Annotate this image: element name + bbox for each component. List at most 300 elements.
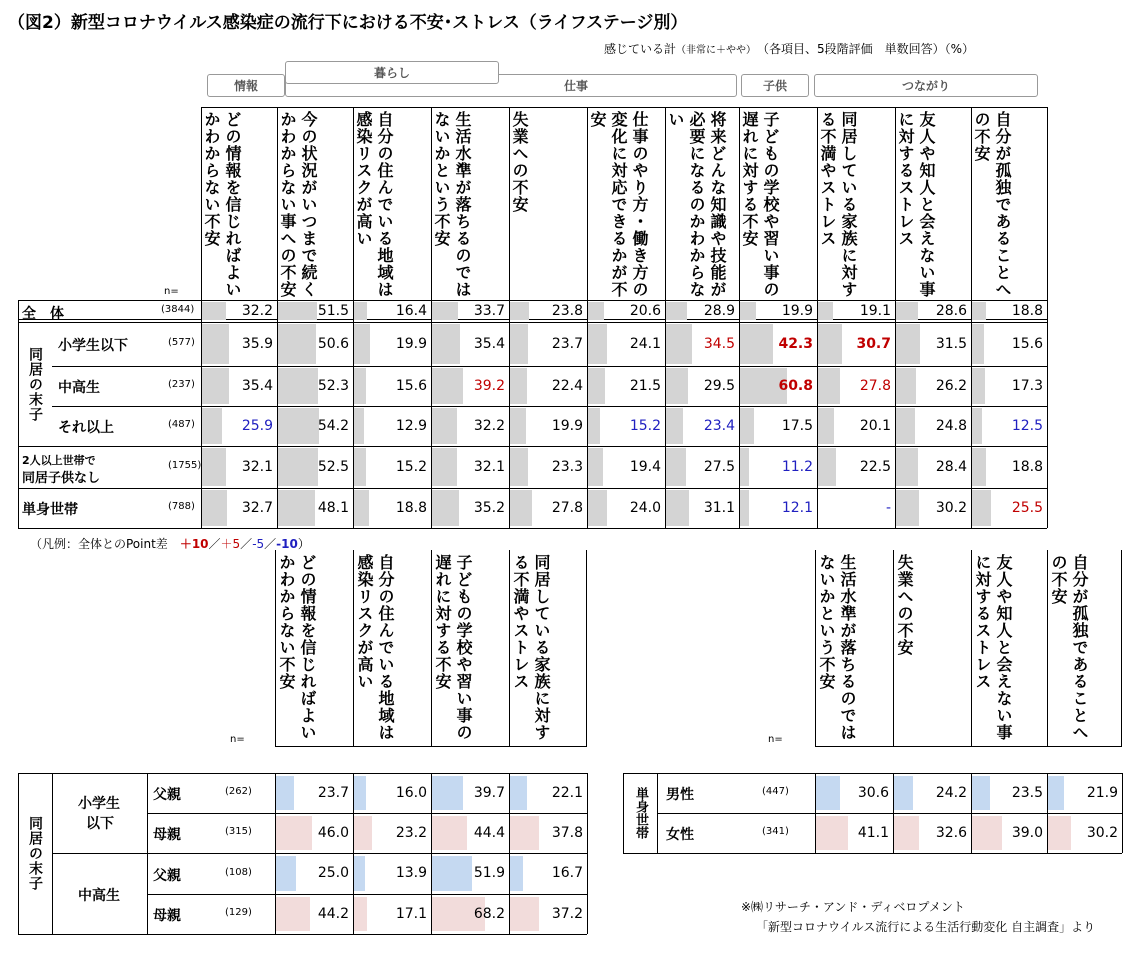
value-text: 35.4 (473, 336, 505, 352)
value-text: 12.9 (395, 418, 427, 434)
left-value-cell (509, 813, 587, 853)
left-value-cell (353, 813, 431, 853)
value-cell (277, 446, 353, 488)
left-value-text: 17.1 (395, 906, 427, 922)
value-cell (895, 406, 971, 446)
value-bar (896, 448, 918, 486)
value-bar (354, 490, 369, 526)
value-cell (971, 488, 1047, 528)
left-value-text: 44.4 (473, 825, 505, 841)
value-text: 20.6 (629, 303, 661, 319)
right-value-text: 30.2 (1086, 825, 1118, 841)
value-cell (201, 300, 277, 322)
right-column-header (1047, 550, 1122, 746)
row-label: それ以上 (58, 420, 114, 436)
value-bar (432, 302, 458, 320)
value-bar (278, 408, 319, 444)
value-bar (432, 490, 459, 526)
value-cell (277, 488, 353, 528)
value-bar (818, 408, 834, 444)
main-column-header (895, 107, 971, 300)
value-text: 35.2 (473, 500, 505, 516)
value-text: 51.5 (317, 303, 349, 319)
value-bar (588, 368, 605, 404)
value-bar (510, 408, 526, 444)
value-text: 19.9 (551, 418, 583, 434)
left-value-text: 37.2 (551, 906, 583, 922)
value-text: 15.2 (395, 459, 427, 475)
value-bar (432, 408, 457, 444)
value-bar (740, 448, 749, 486)
value-cell (277, 366, 353, 406)
value-bar (354, 302, 367, 320)
main-column-header-text: どの情報を信じればよいかわからない不安 (202, 111, 242, 298)
value-text: 33.7 (473, 303, 505, 319)
value-bar (202, 448, 226, 486)
value-text: 25.9 (241, 418, 273, 434)
value-bar (510, 324, 528, 364)
right-column-header (971, 550, 1047, 746)
value-text: 27.8 (859, 378, 891, 394)
value-text: 22.5 (859, 459, 891, 475)
value-cell (277, 300, 353, 322)
right-value-cell (815, 773, 893, 813)
value-text: 23.8 (551, 303, 583, 319)
value-bar (666, 408, 683, 444)
value-cell (431, 322, 509, 366)
value-text: 34.5 (703, 336, 735, 352)
value-bar (666, 324, 692, 364)
left-row-label: 父親 (153, 867, 181, 884)
value-cell (587, 488, 665, 528)
row-count: (3844) (161, 304, 195, 315)
left-value-bar (432, 856, 472, 891)
value-text: 24.0 (629, 500, 661, 516)
left-column-header-text: どの情報を信じればよいかわからない不安 (277, 554, 317, 741)
right-value-cell (971, 813, 1047, 853)
group-label-2: 中高生 (78, 888, 120, 904)
value-text: 35.9 (241, 336, 273, 352)
value-cell (509, 300, 587, 322)
value-cell (971, 322, 1047, 366)
left-value-bar (354, 776, 366, 810)
main-column-header-text: 将来どんな知識や技能が必要になるのかわからない (666, 111, 727, 298)
right-value-cell (893, 813, 971, 853)
row-count: (577) (168, 337, 195, 348)
value-bar (972, 302, 986, 320)
left-value-text: 16.7 (551, 865, 583, 881)
left-value-text: 23.2 (395, 825, 427, 841)
source-line-1: ※㈱リサーチ・アンド・ディベロプメント (741, 900, 965, 914)
legend-suffix: ） (297, 537, 310, 551)
left-row-label: 母親 (153, 827, 181, 843)
left-column-header (431, 550, 509, 746)
value-cell (817, 366, 895, 406)
value-bar (278, 448, 318, 486)
value-bar (202, 324, 229, 364)
value-text: 28.4 (935, 459, 967, 475)
value-bar (972, 448, 986, 486)
value-text: 18.8 (395, 500, 427, 516)
value-text: - (885, 500, 891, 516)
right-value-bar (816, 776, 840, 810)
value-cell (739, 366, 817, 406)
group-living: 暮らし (285, 61, 499, 84)
main-column-header-text: 仕事のやり方・働き方の変化に対応できるかが不安 (588, 111, 649, 298)
legend-minus10: -10 (276, 537, 298, 551)
value-cell (587, 366, 665, 406)
left-row-count: (262) (225, 786, 252, 797)
value-bar (432, 448, 457, 486)
value-cell (665, 322, 739, 366)
value-bar (354, 368, 366, 404)
right-value-text: 39.0 (1011, 825, 1043, 841)
right-col-div (1122, 773, 1123, 853)
value-bar (666, 448, 686, 486)
legend-plus10: ＋10 (179, 537, 209, 551)
main-column-header-text: 自分が孤独であることへの不安 (972, 111, 1012, 298)
left-value-cell (509, 853, 587, 894)
value-text: 30.7 (856, 336, 891, 352)
right-side-label (623, 773, 657, 853)
value-cell (817, 488, 895, 528)
value-text: 26.2 (935, 378, 967, 394)
row-label: 小学生以下 (58, 338, 128, 354)
value-bar (510, 368, 527, 404)
value-bar (588, 408, 600, 444)
value-cell (431, 446, 509, 488)
group-label-1b: 以下 (86, 816, 114, 832)
value-text: 22.4 (551, 378, 583, 394)
left-side-label (18, 773, 52, 934)
subtitle-rest: （各項目、5段階評価 単数回答）（%） (763, 42, 975, 56)
value-bar (896, 408, 915, 444)
right-value-text: 23.5 (1011, 785, 1043, 801)
left-value-text: 51.9 (473, 865, 505, 881)
value-bar (202, 302, 226, 320)
left-value-text: 13.9 (395, 865, 427, 881)
left-value-cell (275, 894, 353, 934)
value-cell (587, 406, 665, 446)
right-column-header-text: 失業への不安 (895, 554, 914, 656)
main-column-header (277, 107, 353, 300)
right-value-cell (971, 773, 1047, 813)
value-cell (353, 322, 431, 366)
value-bar (740, 490, 749, 526)
value-text: 32.2 (473, 418, 505, 434)
value-cell (665, 300, 739, 322)
value-text: 27.5 (703, 459, 735, 475)
main-column-header (201, 107, 277, 300)
row-label: 単身世帯 (22, 502, 78, 518)
main-column-header-text: 自分の住んでいる地域は感染リスクが高い (354, 111, 394, 298)
value-text: 32.7 (241, 500, 273, 516)
right-value-bar (1048, 816, 1071, 850)
value-text: 17.3 (1011, 378, 1043, 394)
value-bar (972, 324, 984, 364)
main-column-header (665, 107, 739, 300)
main-column-header (817, 107, 895, 300)
left-value-text: 23.7 (317, 785, 349, 801)
left-row-label: 父親 (153, 787, 181, 803)
value-bar (666, 302, 687, 320)
left-value-text: 46.0 (317, 825, 349, 841)
left-col-div (587, 773, 588, 934)
value-bar (432, 368, 463, 404)
value-bar (202, 490, 227, 526)
value-cell (587, 322, 665, 366)
value-bar (432, 324, 460, 364)
value-bar (818, 368, 840, 404)
right-row-count: (341) (762, 826, 789, 837)
left-row-count: (315) (225, 826, 252, 837)
value-text: 52.5 (317, 459, 349, 475)
group-connect: つながり (814, 74, 1038, 97)
left-value-bar (354, 856, 365, 891)
value-cell (895, 366, 971, 406)
left-value-cell (275, 853, 353, 894)
value-text: 19.1 (859, 303, 891, 319)
value-text: 30.2 (935, 500, 967, 516)
left-value-bar (510, 776, 527, 810)
subtitle-small: （非常に＋やや） (676, 45, 752, 56)
value-bar (666, 490, 689, 526)
row-label: 2人以上世帯で (22, 454, 96, 467)
value-cell (509, 366, 587, 406)
left-value-bar (276, 856, 296, 891)
left-value-text: 39.7 (473, 785, 505, 801)
value-bar (510, 448, 528, 486)
value-text: 23.4 (703, 418, 735, 434)
right-column-header-text: 自分が孤独であることへの不安 (1049, 554, 1089, 741)
value-cell (817, 446, 895, 488)
value-cell (817, 322, 895, 366)
value-bar (896, 324, 920, 364)
value-text: 48.1 (317, 500, 349, 516)
value-cell (971, 406, 1047, 446)
left-value-cell (431, 813, 509, 853)
value-text: 50.6 (317, 336, 349, 352)
value-text: 35.4 (241, 378, 273, 394)
value-text: 25.5 (1011, 500, 1043, 516)
row-label: 全 体 (22, 306, 64, 322)
value-text: 29.5 (703, 378, 735, 394)
left-value-bar (354, 816, 372, 850)
left-value-cell (509, 773, 587, 813)
left-column-header (353, 550, 431, 746)
value-cell (587, 446, 665, 488)
source-line-2: 「新型コロナウイルス流行による生活行動変化 自主調査」より (756, 920, 1096, 934)
main-column-header (353, 107, 431, 300)
right-side-label-text: 単身世帯 (633, 787, 648, 839)
left-value-bar (276, 816, 312, 850)
left-column-header-text: 子どもの学校や習い事の遅れに対する不安 (433, 554, 473, 741)
value-bar (202, 408, 222, 444)
right-bottom-border (623, 853, 1122, 854)
left-value-bar (276, 897, 310, 931)
value-cell (431, 300, 509, 322)
value-cell (665, 406, 739, 446)
main-column-header (431, 107, 509, 300)
left-vline (52, 773, 53, 934)
value-cell (739, 488, 817, 528)
value-cell (971, 300, 1047, 322)
value-bar (278, 368, 318, 404)
legend (30, 535, 310, 552)
left-value-cell (431, 894, 509, 934)
value-cell (509, 488, 587, 528)
left-value-text: 68.2 (473, 906, 505, 922)
value-bar (588, 448, 603, 486)
page-title: （図2）新型コロナウイルス感染症の流行下における不安･ストレス（ライフステージ別） (8, 13, 688, 33)
value-text: 32.1 (241, 459, 273, 475)
value-text: 11.2 (781, 459, 813, 475)
value-text: 19.4 (629, 459, 661, 475)
value-cell (895, 322, 971, 366)
value-cell (587, 300, 665, 322)
left-value-bar (432, 776, 463, 810)
main-column-header-text: 生活水準が落ちるのではないかという不安 (432, 111, 472, 298)
value-cell (277, 322, 353, 366)
value-bar (896, 302, 918, 320)
left-row-count: (129) (225, 907, 252, 918)
right-value-text: 41.1 (857, 825, 889, 841)
value-cell (353, 406, 431, 446)
left-value-bar (510, 816, 539, 850)
value-cell (509, 406, 587, 446)
value-bar (278, 490, 315, 526)
legend-plus5: ＋5 (220, 537, 241, 551)
right-value-bar (972, 816, 1002, 850)
main-col-divider (1047, 107, 1048, 528)
value-cell (971, 366, 1047, 406)
value-bar (740, 408, 754, 444)
left-value-cell (275, 813, 353, 853)
value-bar (278, 302, 317, 320)
right-value-cell (1047, 773, 1122, 813)
left-column-header (275, 550, 353, 746)
value-cell (353, 300, 431, 322)
value-cell (353, 446, 431, 488)
value-bar (510, 490, 532, 526)
value-cell (895, 488, 971, 528)
value-text: 42.3 (778, 336, 813, 352)
value-cell (201, 446, 277, 488)
value-bar (818, 324, 842, 364)
left-value-bar (432, 816, 467, 850)
group-child: 子供 (741, 74, 809, 97)
subtitle (604, 40, 974, 57)
right-value-bar (972, 776, 990, 810)
group-label-1: 小学生 (78, 796, 120, 812)
legend-minus5: -5 (252, 537, 265, 551)
value-bar (354, 448, 366, 486)
left-value-cell (275, 773, 353, 813)
value-cell (895, 446, 971, 488)
value-text: 18.8 (1011, 303, 1043, 319)
value-bar (202, 368, 229, 404)
value-text: 15.6 (395, 378, 427, 394)
right-row-count: (447) (762, 786, 789, 797)
value-cell (739, 446, 817, 488)
right-column-header (815, 550, 893, 746)
legend-sep1: ／ (208, 537, 221, 551)
value-text: 18.8 (1011, 459, 1043, 475)
main-column-header (509, 107, 587, 300)
value-text: 27.8 (551, 500, 583, 516)
group-work: 仕事 (285, 74, 737, 97)
left-value-cell (431, 773, 509, 813)
value-text: 23.7 (551, 336, 583, 352)
value-cell (431, 366, 509, 406)
left-value-bar (510, 856, 523, 891)
right-header-bottom (815, 746, 1122, 747)
value-text: 24.8 (935, 418, 967, 434)
value-cell (895, 300, 971, 322)
legend-sep2: ／ (240, 537, 253, 551)
group-info: 情報 (207, 74, 285, 97)
main-column-header-text: 友人や知人と会えない事に対するストレス (896, 111, 936, 298)
left-row-label: 母親 (153, 908, 181, 924)
value-cell (201, 406, 277, 446)
row-count: (487) (168, 419, 195, 430)
right-column-header-text: 生活水準が落ちるのではないかという不安 (817, 554, 857, 741)
value-cell (739, 406, 817, 446)
value-text: 32.2 (241, 303, 273, 319)
value-cell (665, 488, 739, 528)
right-value-text: 32.6 (935, 825, 967, 841)
left-value-bar (276, 776, 294, 810)
main-column-header-text: 子どもの学校や習い事の遅れに対する不安 (740, 111, 780, 298)
value-bar (354, 408, 364, 444)
value-text: 20.1 (859, 418, 891, 434)
value-bar (588, 324, 607, 364)
row-label: 中高生 (58, 380, 100, 396)
left-value-bar (354, 897, 367, 931)
value-bar (896, 490, 919, 526)
value-text: 39.2 (473, 378, 505, 394)
value-bar (666, 368, 688, 404)
value-text: 28.6 (935, 303, 967, 319)
value-text: 12.5 (1011, 418, 1043, 434)
right-row-label: 男性 (666, 787, 694, 803)
left-value-cell (353, 773, 431, 813)
right-value-bar (894, 816, 919, 850)
value-text: 24.1 (629, 336, 661, 352)
main-column-header (587, 107, 665, 300)
left-value-text: 25.0 (317, 865, 349, 881)
main-column-header (971, 107, 1047, 300)
right-value-text: 21.9 (1086, 785, 1118, 801)
main-row-divider (18, 528, 1047, 529)
right-column-header-text: 友人や知人と会えない事に対するストレス (973, 554, 1013, 741)
value-text: 31.1 (703, 500, 735, 516)
value-bar (818, 448, 836, 486)
left-column-header-text: 自分の住んでいる地域は感染リスクが高い (355, 554, 395, 741)
value-bar (354, 324, 370, 364)
value-bar (896, 368, 916, 404)
side-label (18, 322, 52, 446)
row-count: (788) (168, 501, 195, 512)
value-text: 21.5 (629, 378, 661, 394)
left-row-count: (108) (225, 866, 252, 878)
n-label: n= (164, 286, 179, 297)
value-text: 19.9 (781, 303, 813, 319)
value-cell (509, 322, 587, 366)
left-value-cell (509, 894, 587, 934)
value-cell (431, 406, 509, 446)
right-value-text: 24.2 (935, 785, 967, 801)
